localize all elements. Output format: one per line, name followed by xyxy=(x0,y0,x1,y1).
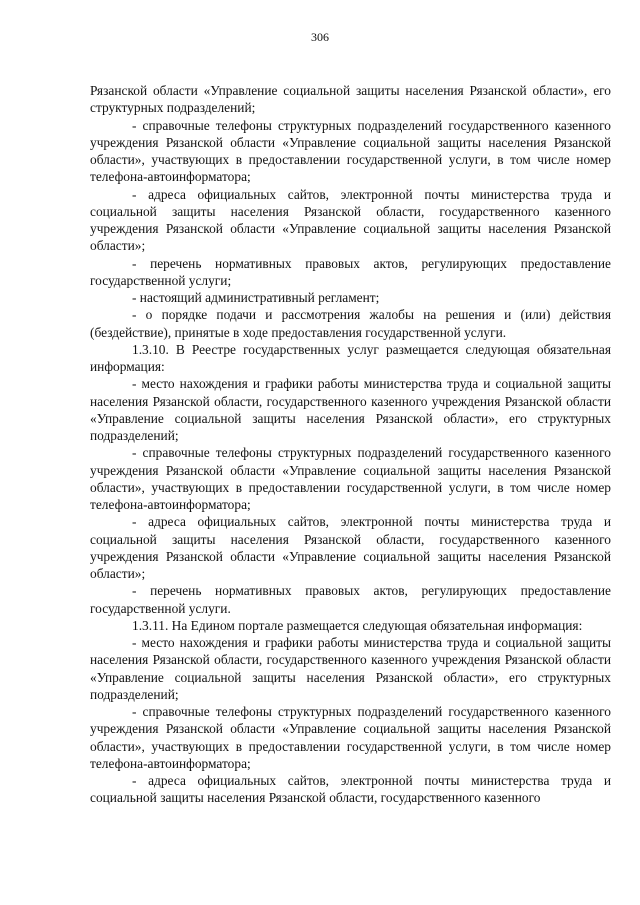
paragraph-13: - справочные телефоны структурных подразделений государственного казенного учреждения Рязанской области «Управление социальной защиты населения Рязанской области», участвующих в предоставлении государственной услуги, в том числе номер телефона-автоинформатора; xyxy=(90,704,611,771)
paragraph-11: 1.3.11. На Едином портале размещается следующая обязательная информация: xyxy=(132,617,583,633)
paragraph-14: - адреса официальных сайтов, электронной почты министерства труда и социальной защиты населения Рязанской области, государственного казенного xyxy=(90,773,611,806)
paragraph-12: - место нахождения и графики работы министерства труда и социальной защиты населения Рязанской области, государственного казенного учреждения Рязанской области «Управление социальной защиты населения Рязанской области», его структурных подразделений; xyxy=(90,635,611,702)
paragraph-8: - справочные телефоны структурных подразделений государственного казенного учреждения Рязанской области «Управление социальной защиты населения Рязанской области», участвующих в предоставлении государственной услуги, в том числе номер телефона-автоинформатора; xyxy=(90,445,611,512)
paragraph-9: - адреса официальных сайтов, электронной почты министерства труда и социальной защиты населения Рязанской области, государственного казенного учреждения Рязанской области «Управление социальной защиты населения Рязанской области»; xyxy=(90,514,611,581)
paragraph-4: - настоящий административный регламент; xyxy=(132,290,380,305)
document-body xyxy=(90,82,611,807)
paragraph-0: Рязанской области «Управление социальной защиты населения Рязанской области», его структурных подразделений; xyxy=(90,83,611,116)
paragraph-2: - адреса официальных сайтов, электронной почты министерства труда и социальной защиты населения Рязанской области, государственного казенного учреждения Рязанской области «Управление социальной защиты населения Рязанской области»; xyxy=(90,186,611,254)
page-number: 306 xyxy=(311,30,329,44)
paragraph-10: - перечень нормативных правовых актов, регулирующих предоставление государственной услуги. xyxy=(90,583,611,616)
paragraph-7: - место нахождения и графики работы министерства труда и социальной защиты населения Рязанской области, государственного казенного учреждения Рязанской области «Управление социальной защиты населения Рязанской области», его структурных подразделений; xyxy=(90,376,611,443)
paragraph-3: - перечень нормативных правовых актов, регулирующих предоставление государственной услуги; xyxy=(90,255,611,288)
paragraph-6: 1.3.10. В Реестре государственных услуг размещается следующая обязательная информация: xyxy=(90,341,611,374)
paragraph-1: - справочные телефоны структурных подразделений государственного казенного учреждения Рязанской области «Управление социальной защиты населения Рязанской области», участвующих в предоставлении государственной услуги, в том числе номер телефона-автоинформатора; xyxy=(90,117,611,185)
paragraph-5: - о порядке подачи и рассмотрения жалобы на решения и (или) действия (бездействие), принятые в ходе предоставления государственной услуги. xyxy=(90,307,611,340)
